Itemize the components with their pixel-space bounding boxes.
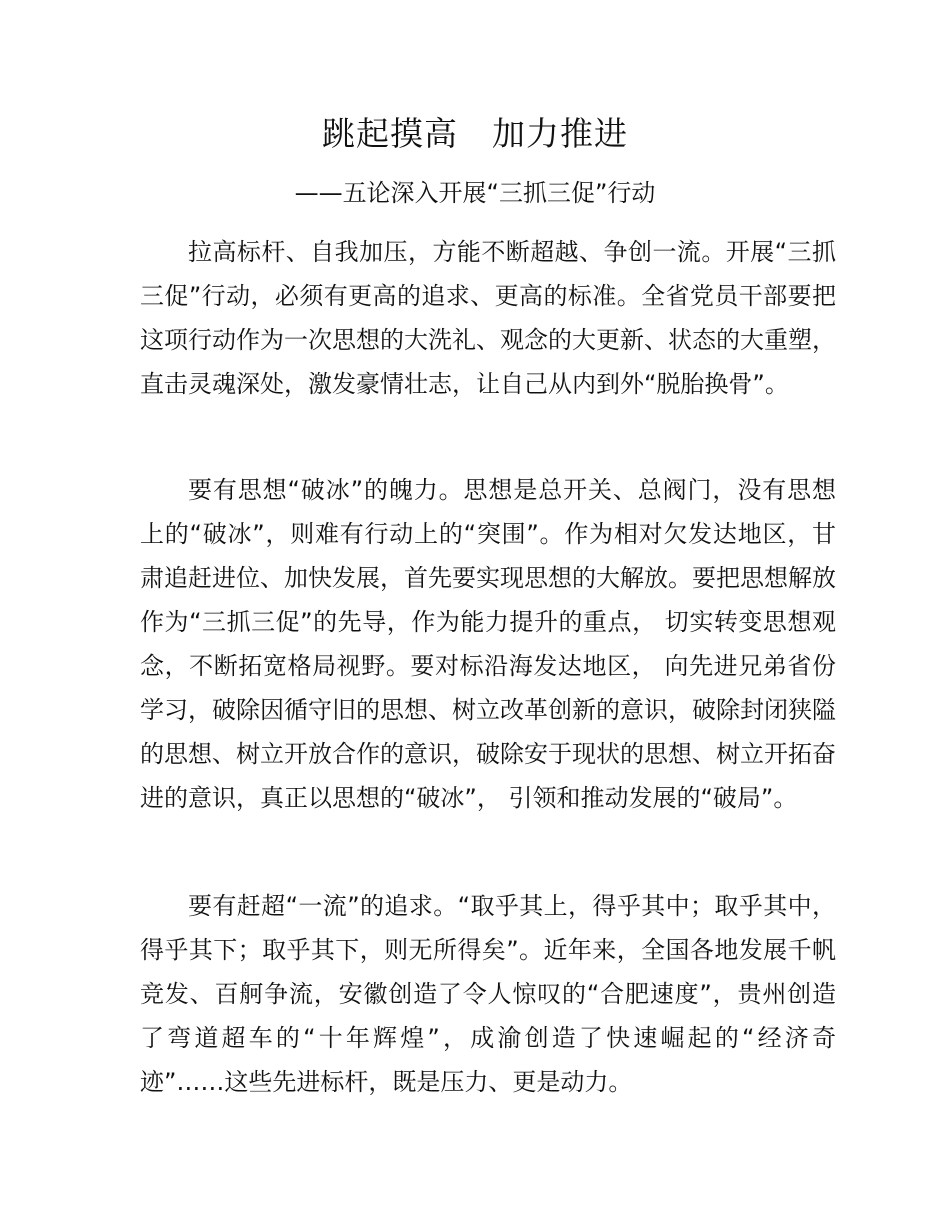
- paragraph-first-class-pursuit: 要有赶超“一流”的追求。“取乎其上，得乎其中；取乎其中，得乎其下；取乎其下，则无所得矣”。近年来，全国各地发展千帆竞发、百舸争流，安徽创造了令人惊叹的“合肥速度”，贵州创造了弯道超车的“十年辉煌”，成渝创造了快速崛起的“经济奇迹”……这些先进标杆，既是压力、更是动力。: [140, 892, 836, 1096]
- paragraph-intro: 拉高标杆、自我加压，方能不断超越、争创一流。开展“三抓三促”行动，必须有更高的追求、更高的标准。全省党员干部要把这项行动作为一次思想的大洗礼、观念的大更新、状态的大重塑，直击灵魂深处，激发豪情壮志，让自己从内到外“脱胎换骨”。: [140, 238, 836, 398]
- document-title: 跳起摸高 加力推进: [322, 114, 628, 153]
- paragraph-thought-breakthrough: 要有思想“破冰”的魄力。思想是总开关、总阀门，没有思想上的“破冰”，则难有行动上的“突围”。作为相对欠发达地区，甘肃追赶进位、加快发展，首先要实现思想的大解放。要把思想解放作为“三抓三促”的先导，作为能力提升的重点， 切实转变思想观念，不断拓宽格局视野。要对标沿海发达地区， 向先进兄弟省份学习，破除因循守旧的思想、树立改革创新的意识，破除封闭狭隘的思想、树立开放合作的意识，破除安于现状的思想、树立开拓奋进的意识，真正以思想的“破冰”， 引领和推动发展的“破局”。: [140, 476, 836, 812]
- document-subtitle: ——五论深入开展“三抓三促”行动: [294, 179, 656, 207]
